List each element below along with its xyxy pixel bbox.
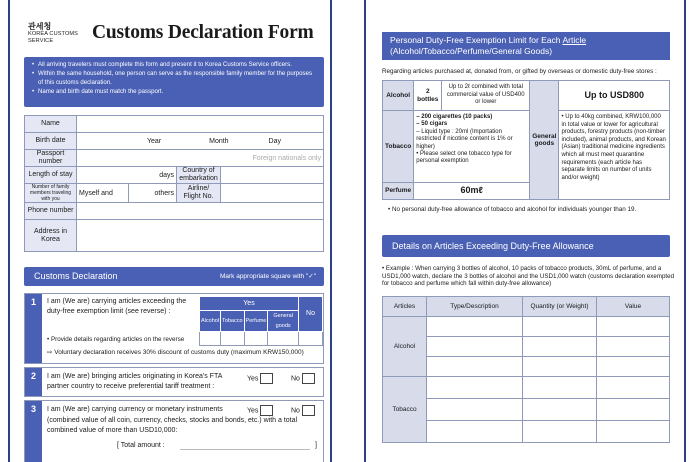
form-front-page (8, 0, 332, 462)
notice-item: • All arriving travelers must complete this form and present it to Korea Customs Service officers. (32, 60, 316, 69)
item-3-no-checkbox[interactable] (302, 405, 315, 416)
item-1-no-header: No (299, 297, 323, 332)
month-label: Month (209, 137, 229, 145)
exemption-title-text: Personal Duty-Free Exemption Limit for Each (390, 35, 561, 45)
item-3-no: No (291, 405, 315, 416)
birth-date-label: Birth date (25, 133, 77, 150)
length-of-stay-field[interactable] (77, 167, 177, 184)
perfume-checkbox[interactable] (244, 332, 268, 346)
col-type: Type/Description (427, 297, 523, 317)
exemption-title-link: Article (562, 35, 587, 45)
col-articles: Articles (383, 297, 427, 317)
tobacco-qty-2[interactable] (523, 399, 597, 421)
total-amount-field[interactable] (180, 449, 310, 450)
alcohol-quantity: 2 bottles (414, 81, 442, 111)
perfume-limit: 60mℓ (414, 183, 530, 200)
exemption-title-box (382, 32, 670, 60)
item-2-question: I am (We are) bringing articles originating in Korea's FTA partner country to receive preferential tariff treatment : (47, 373, 222, 390)
day-label: Day (268, 137, 281, 145)
agency-logo-korean: 관세청 (28, 22, 52, 31)
country-label: Country of embarkation (177, 167, 221, 184)
notice-item: • Within the same household, one person can serve as the responsible family member for the purposes of this customs declaration. (32, 69, 316, 87)
country-field[interactable] (221, 167, 324, 184)
item-3-detail: (combined value of all coin, currency, checks, stocks and bonds, etc.) with a total combined value of more than USD10,000: (47, 417, 298, 434)
item-number: 3 (25, 401, 42, 462)
item-2-yes: Yes (247, 373, 273, 384)
item-1-yes-header: Yes (200, 297, 299, 311)
row-alcohol-label: Alcohol (383, 317, 427, 377)
item-1-no-checkbox[interactable] (299, 332, 323, 346)
declaration-item-2 (24, 367, 324, 397)
alcohol-qty-2[interactable] (523, 337, 597, 357)
year-label: Year (147, 137, 162, 145)
item-1-detail: • Provide details regarding articles on the reverse (47, 336, 185, 343)
tobacco-value-1[interactable] (597, 377, 670, 399)
item-number: 2 (25, 368, 42, 396)
table-row (383, 357, 670, 377)
alcohol-label: Alcohol (383, 81, 414, 111)
tobacco-value-2[interactable] (597, 399, 670, 421)
name-label: Name (25, 116, 77, 133)
general-goods-checkbox[interactable] (268, 332, 299, 346)
tobacco-type-2[interactable] (427, 399, 523, 421)
table-row (383, 317, 670, 337)
family-count-field[interactable] (129, 184, 177, 203)
tobacco-qty-3[interactable] (523, 421, 597, 443)
item-2-yes-checkbox[interactable] (260, 373, 273, 384)
details-table (382, 296, 670, 443)
general-goods-detail: • Up to 40kg combined, KRW100,000 in total value or lower for agricultural products, forestry products (non-timber included), animal products, and Korean (Asian) traditional medicine ingredients which all must meet quarantine requirements (each article has separate limits on number of units and/or weight) (559, 111, 670, 200)
tobacco-type-1[interactable] (427, 377, 523, 399)
birth-date-field[interactable] (77, 133, 324, 150)
form-title: Customs Declaration Form (92, 22, 314, 43)
alcohol-value-2[interactable] (597, 337, 670, 357)
regarding-note: Regarding articles purchased at, donated from, or gifted by overseas or domestic duty-free stores : (382, 68, 657, 75)
alcohol-value-3[interactable] (597, 357, 670, 377)
details-section-header: Details on Articles Exceeding Duty-Free Allowance (382, 235, 670, 257)
item-1-discount-note: ⇨ Voluntary declaration receives 30% discount of customs duty (maximum KRW150,000) (47, 349, 304, 356)
declaration-item-3 (24, 400, 324, 462)
family-label: Number of family members traveling with you (25, 184, 77, 203)
age-note: • No personal duty-free allowance of tobacco and alcohol for individuals younger than 19. (388, 206, 637, 213)
passport-field[interactable] (77, 150, 324, 167)
table-row (383, 377, 670, 399)
foreign-only-hint: Foreign nationals only (252, 154, 321, 162)
alcohol-type-3[interactable] (427, 357, 523, 377)
col-general-goods: General goods (268, 311, 299, 332)
tobacco-qty-1[interactable] (523, 377, 597, 399)
item-3-question: I am (We are) carrying currency or monetary instruments (47, 406, 223, 413)
name-field[interactable] (77, 116, 324, 133)
others-label: others (154, 189, 174, 197)
table-row (383, 421, 670, 443)
alcohol-checkbox[interactable] (200, 332, 221, 346)
tobacco-value-3[interactable] (597, 421, 670, 443)
perfume-label: Perfume (383, 183, 414, 200)
example-note: • Example : When carrying 3 bottles of alcohol, 10 packs of tobacco products, 30mL of perfume, and a USD1,000 watch, declare the 3 bottles of alcohol and the USD1,000 watch (customs declaration exempted for tobacco and perfume which fall within duty-free allowance) (382, 265, 675, 288)
item-number: 1 (25, 294, 42, 363)
declaration-item-1 (24, 293, 324, 364)
length-of-stay-label: Length of stay (25, 167, 77, 184)
tobacco-label: Tobacco (383, 111, 414, 183)
declaration-section-header (24, 267, 324, 286)
phone-label: Phone number (25, 203, 77, 220)
col-quantity: Quantity (or Weight) (523, 297, 597, 317)
item-2-no: No (291, 373, 315, 384)
notice-box (24, 57, 324, 107)
total-amount-label: [ Total amount : (117, 442, 165, 449)
item-1-answer-grid (199, 296, 323, 346)
general-goods-label: General goods (530, 81, 559, 200)
flight-label: Airline/ Flight No. (177, 184, 221, 203)
address-field[interactable] (77, 220, 324, 252)
total-amount-close: ] (315, 442, 317, 449)
tobacco-limit: – 200 cigarettes (10 packs) – 50 cigars – Liquid type : 20ml (Importation restricted if nicotine content is 1% or higher) • Please select one tobacco type for personal exemption (414, 111, 530, 183)
passport-label: Passport number (25, 150, 77, 167)
exemption-limit-table (382, 80, 670, 200)
form-header (10, 0, 330, 50)
tobacco-type-3[interactable] (427, 421, 523, 443)
alcohol-type-1[interactable] (427, 317, 523, 337)
agency-logo-english: KOREA CUSTOMS SERVICE (28, 31, 78, 44)
alcohol-limit: Up to 2ℓ combined with total commercial value of USD400 or lower (442, 81, 530, 111)
table-row (383, 337, 670, 357)
col-perfume: Perfume (244, 311, 268, 332)
item-2-no-checkbox[interactable] (302, 373, 315, 384)
tobacco-checkbox[interactable] (221, 332, 245, 346)
alcohol-qty-3[interactable] (523, 357, 597, 377)
item-3-yes: Yes (247, 405, 273, 416)
phone-field[interactable] (77, 203, 324, 220)
general-goods-limit: Up to USD800 (559, 81, 670, 111)
alcohol-type-2[interactable] (427, 337, 523, 357)
alcohol-value-1[interactable] (597, 317, 670, 337)
declaration-heading: Customs Declaration (34, 271, 118, 281)
alcohol-qty-1[interactable] (523, 317, 597, 337)
mark-hint: Mark appropriate square with "✓" (219, 273, 316, 280)
col-alcohol: Alcohol (200, 311, 221, 332)
myself-label: Myself and (77, 184, 129, 203)
days-label: days (159, 171, 174, 179)
col-tobacco: Tobacco (221, 311, 245, 332)
col-value: Value (597, 297, 670, 317)
item-1-text (47, 297, 197, 317)
row-tobacco-label: Tobacco (383, 377, 427, 443)
form-back-page (364, 0, 686, 462)
table-row (383, 399, 670, 421)
personal-info-table (24, 115, 324, 252)
notice-item: • Name and birth date must match the passport. (32, 87, 316, 96)
address-label: Address in Korea (25, 220, 77, 252)
item-3-yes-checkbox[interactable] (260, 405, 273, 416)
item-1-question: I am (We are) carrying articles exceeding the duty-free exemption limit (47, 298, 187, 315)
item-1-see-reverse: (see reverse) : (125, 308, 171, 315)
flight-field[interactable] (221, 184, 324, 203)
exemption-subtitle: (Alcohol/Tobacco/Perfume/General Goods) (390, 45, 553, 56)
